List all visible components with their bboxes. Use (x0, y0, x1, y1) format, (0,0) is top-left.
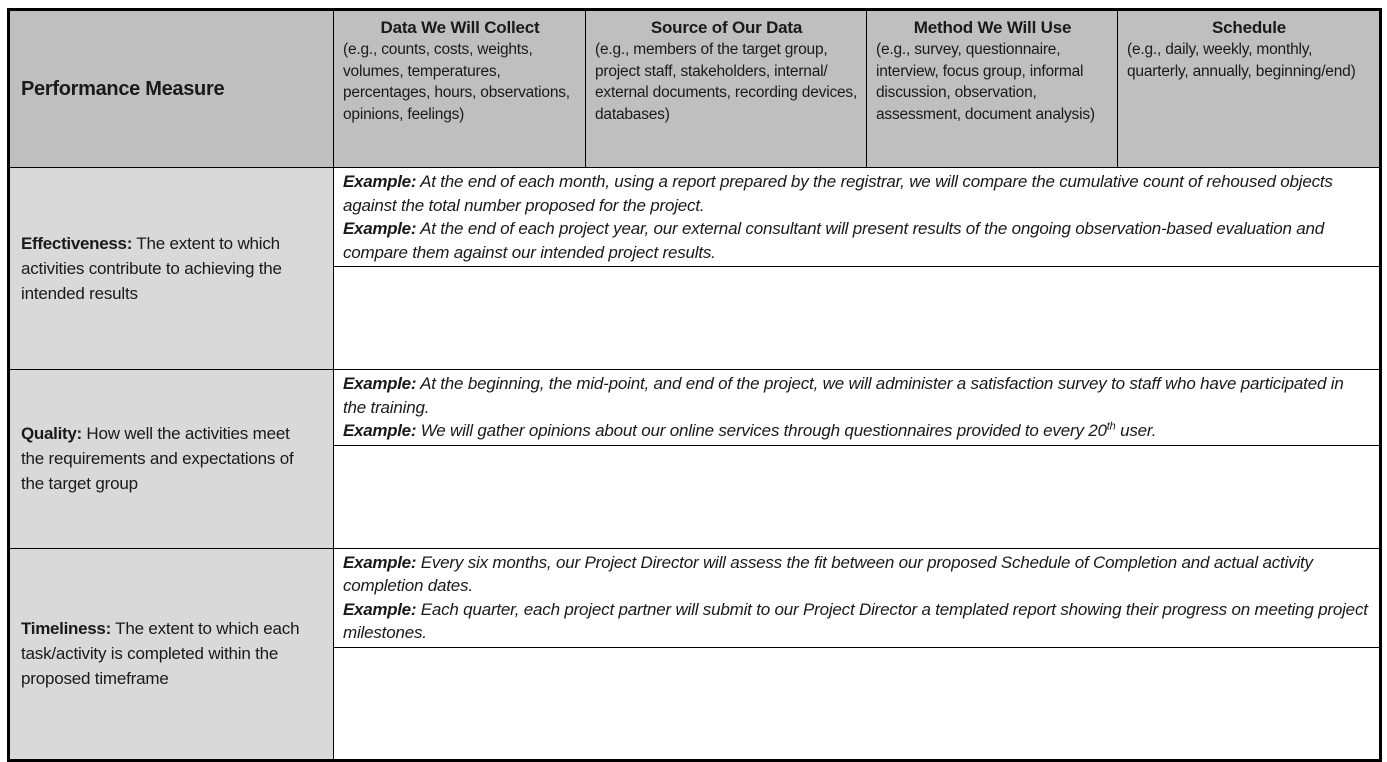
example-label: Example: (343, 421, 417, 440)
column-title: Method We Will Use (913, 18, 1072, 37)
example-paragraph: Example: We will gather opinions about our online services through questionnaires provided to every 20th user. (343, 420, 1157, 440)
row-label-quality (9, 370, 334, 549)
column-title: Data We Will Collect (380, 18, 540, 37)
row-effectiveness (9, 168, 1381, 267)
examples-cell-timeliness (334, 548, 1381, 647)
row-quality (9, 370, 1381, 446)
row-description: The extent to which each task/activity is completed within the proposed timeframe (21, 619, 300, 688)
header-row (9, 10, 1381, 168)
fill-in-cell-effectiveness (334, 267, 1381, 370)
fill-in-cell-quality (334, 445, 1381, 548)
header-method-we-will-use (867, 10, 1118, 168)
header-performance-measure (9, 10, 334, 168)
example-label: Example: (343, 599, 417, 619)
example-label: Example: (343, 552, 417, 572)
example-label: Example: (343, 219, 417, 238)
row-label-effectiveness (9, 168, 334, 370)
row-timeliness (9, 548, 1381, 647)
row-label-timeliness (9, 548, 334, 760)
column-title: Source of Our Data (650, 18, 803, 37)
examples-cell-effectiveness (334, 168, 1381, 267)
example-paragraph: Example: At the beginning, the mid-point, and end of the project, we will administer a satisfaction survey to staff who have participated in the training. (343, 374, 1344, 417)
row-term: Timeliness: (21, 619, 111, 638)
column-hint: (e.g., counts, costs, weights, volumes, temperatures, percentages, hours, observations, opinions, feelings) (343, 41, 570, 123)
column-title: Schedule (1212, 18, 1286, 37)
column-hint: (e.g., members of the target group, project staff, stakeholders, internal/ external documents, recording devices, databases) (595, 41, 858, 123)
example-paragraph: Example: Each quarter, each project partner will submit to our Project Director a templated report showing their progress on meeting project milestones. (343, 599, 1368, 642)
row-term: Quality: (21, 424, 82, 444)
column-hint: (e.g., daily, weekly, monthly, quarterly, annually, beginning/end) (1127, 41, 1356, 80)
row-description: The extent to which activities contribute to achieving the intended results (21, 234, 282, 303)
example-label: Example: (343, 172, 417, 191)
performance-measure-title: Performance Measure (21, 77, 225, 100)
examples-cell-quality (334, 370, 1381, 446)
fill-in-cell-timeliness (334, 647, 1381, 760)
performance-measure-table (7, 8, 1382, 762)
header-schedule (1118, 10, 1381, 168)
example-paragraph: Example: At the end of each month, using a report prepared by the registrar, we will compare the cumulative count of rehoused objects against the total number proposed for the project. (343, 172, 1333, 215)
header-source-of-our-data (586, 10, 867, 168)
row-description: How well the activities meet the requirements and expectations of the target group (21, 424, 294, 494)
header-data-we-will-collect (334, 10, 586, 168)
example-paragraph: Example: Every six months, our Project Director will assess the fit between our proposed Schedule of Completion and actual activity completion dates. (343, 552, 1313, 595)
superscript-th: th (1106, 420, 1116, 433)
row-term: Effectiveness: (21, 234, 133, 253)
column-hint: (e.g., survey, questionnaire, interview, focus group, informal discussion, observation, assessment, document analysis) (876, 41, 1095, 123)
example-label: Example: (343, 374, 417, 393)
example-paragraph: Example: At the end of each project year, our external consultant will present results of the ongoing observation-based evaluation and compare them against our intended project results. (343, 219, 1325, 262)
